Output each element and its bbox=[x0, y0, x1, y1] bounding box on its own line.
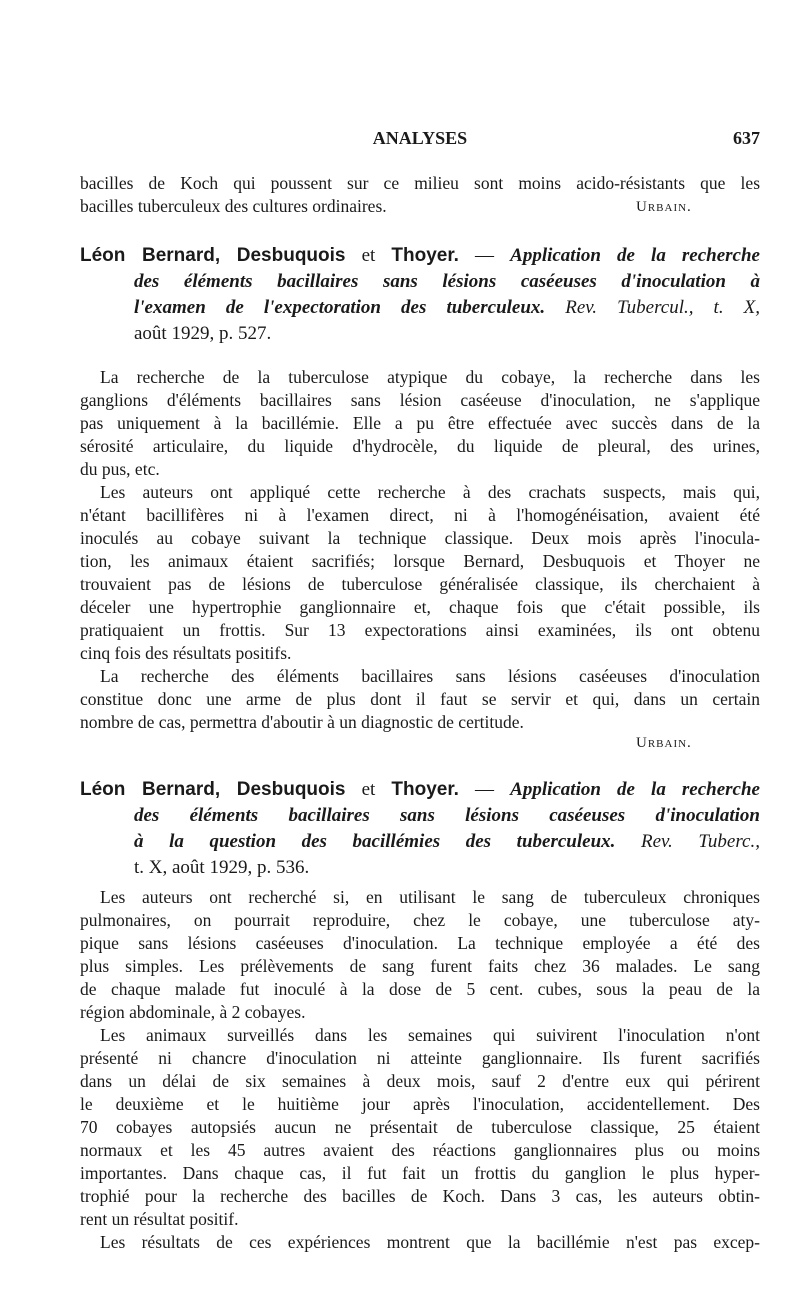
author-name: Léon Bernard, Desbuquois bbox=[80, 245, 346, 266]
body-line: constitue donc une arme de plus dont il faut se servir et qui, dans un certain bbox=[80, 689, 760, 709]
body-line: plus simples. Les prélèvements de sang furent faits chez 36 malades. Le sang bbox=[80, 956, 760, 976]
article-title: Application de la recherche bbox=[510, 245, 760, 266]
pub-date: août 1929, p. 527. bbox=[134, 323, 272, 344]
body-line: trouvaient pas de lésions de tuberculose généralisée classique, ils cherchaient à bbox=[80, 574, 760, 594]
body-line: n'étant bacillifères ni à l'examen direct, ni à l'homogénéisation, avaient été bbox=[80, 505, 760, 525]
header-title: ANALYSES bbox=[372, 128, 468, 148]
body-line: Les auteurs ont appliqué cette recherche à des crachats suspects, mais qui, bbox=[100, 482, 760, 502]
body-line: de chaque malade fut inoculé à la dose de 5 cent. cubes, sous la peau de la bbox=[80, 979, 760, 999]
article-title: l'examen de l'expectoration des tuberculeux. bbox=[134, 297, 546, 318]
author-name: Thoyer. bbox=[391, 245, 459, 266]
body-line: 70 cobayes autopsiés aucun ne présentait de tuberculose classique, 25 étaient bbox=[80, 1117, 760, 1137]
body-line: le deuxième et le huitième jour après l'inoculation, accidentellement. Des bbox=[80, 1094, 760, 1114]
body-line: Les résultats de ces expériences montrent que la bacillémie n'est pas excep- bbox=[100, 1232, 760, 1252]
body-line: ganglions d'éléments bacillaires sans lésion caséeuse d'inoculation, ne s'applique bbox=[80, 390, 760, 410]
article-reference bbox=[134, 296, 760, 320]
article-title: des éléments bacillaires sans lésions caséeuses d'inoculation bbox=[134, 805, 760, 826]
body-line: normaux et les 45 autres avaient des réactions ganglionnaires plus ou moins bbox=[80, 1140, 760, 1160]
body-line: présenté ni chancre d'inoculation ni atteinte ganglionnaire. Ils furent sacrifiés bbox=[80, 1048, 760, 1068]
journal: Rev. Tubercul., t. X, bbox=[545, 297, 760, 318]
article-title: à la question des bacillémies des tuberculeux. bbox=[134, 831, 616, 852]
body-line: cinq fois des résultats positifs. bbox=[80, 643, 292, 663]
body-line: tion, les animaux étaient sacrifiés; lorsque Bernard, Desbuquois et Thoyer ne bbox=[80, 551, 760, 571]
body-line: pique sans lésions caséeuses d'inoculation. La technique employée a été des bbox=[80, 933, 760, 953]
author-connector: et bbox=[345, 779, 392, 800]
article-reference bbox=[80, 778, 760, 802]
author-name: Thoyer. bbox=[391, 779, 459, 800]
body-line: Les animaux surveillés dans les semaines qui suivirent l'inoculation n'ont bbox=[100, 1025, 760, 1045]
body-line: inoculés au cobaye suivant la technique classique. Deux mois après l'inocula- bbox=[80, 528, 760, 548]
body-line: du pus, etc. bbox=[80, 459, 160, 479]
body-line: dans un délai de six semaines à deux mois, sauf 2 d'entre eux qui périrent bbox=[80, 1071, 760, 1091]
article-title: Application de la recherche bbox=[510, 779, 760, 800]
running-header bbox=[80, 128, 760, 152]
body-line: La recherche de la tuberculose atypique du cobaye, la recherche dans les bbox=[100, 367, 760, 387]
article-reference bbox=[80, 244, 760, 268]
body-line: La recherche des éléments bacillaires sans lésions caséeuses d'inoculation bbox=[100, 666, 760, 686]
body-line: importantes. Dans chaque cas, il fut fait un frottis du ganglion le plus hyper- bbox=[80, 1163, 760, 1183]
body-line: région abdominale, à 2 cobayes. bbox=[80, 1002, 306, 1022]
body-line: Les auteurs ont recherché si, en utilisant le sang de tuberculeux chroniques bbox=[100, 887, 760, 907]
body-line: trophié pour la recherche des bacilles de Koch. Dans 3 cas, les auteurs obtin- bbox=[80, 1186, 760, 1206]
body-line: bacilles de Koch qui poussent sur ce milieu sont moins acido-résistants que les bbox=[80, 173, 760, 193]
author-connector: et bbox=[345, 245, 392, 266]
signature: Urbain. bbox=[636, 735, 692, 751]
author-name: Léon Bernard, Desbuquois bbox=[80, 779, 346, 800]
body-line: pratiquaient un frottis. Sur 13 expectorations ainsi examinées, ils ont obtenu bbox=[80, 620, 760, 640]
body-line: pas uniquement à la bacillémie. Elle a pu être effectuée avec succès dans de la bbox=[80, 413, 760, 433]
article-reference bbox=[134, 830, 760, 854]
pub-date: t. X, août 1929, p. 536. bbox=[134, 857, 310, 878]
signature: Urbain. bbox=[636, 199, 692, 215]
body-line: nombre de cas, permettra d'aboutir à un diagnostic de certitude. bbox=[80, 712, 524, 732]
body-line: rent un résultat positif. bbox=[80, 1209, 239, 1229]
journal: Rev. Tuberc., bbox=[615, 831, 760, 852]
body-line: déceler une hypertrophie ganglionnaire et, chaque fois que c'était possible, ils bbox=[80, 597, 760, 617]
dash: — bbox=[458, 245, 511, 266]
body-line: bacilles tuberculeux des cultures ordinaires. bbox=[80, 196, 387, 216]
page-number: 637 bbox=[733, 128, 760, 148]
body-line: pulmonaires, on pourrait reproduire, chez le cobaye, une tuberculose aty- bbox=[80, 910, 760, 930]
dash: — bbox=[458, 779, 511, 800]
body-line: sérosité articulaire, du liquide d'hydrocèle, du liquide de pleural, des urines, bbox=[80, 436, 760, 456]
article-title: des éléments bacillaires sans lésions caséeuses d'inoculation à bbox=[134, 271, 760, 292]
